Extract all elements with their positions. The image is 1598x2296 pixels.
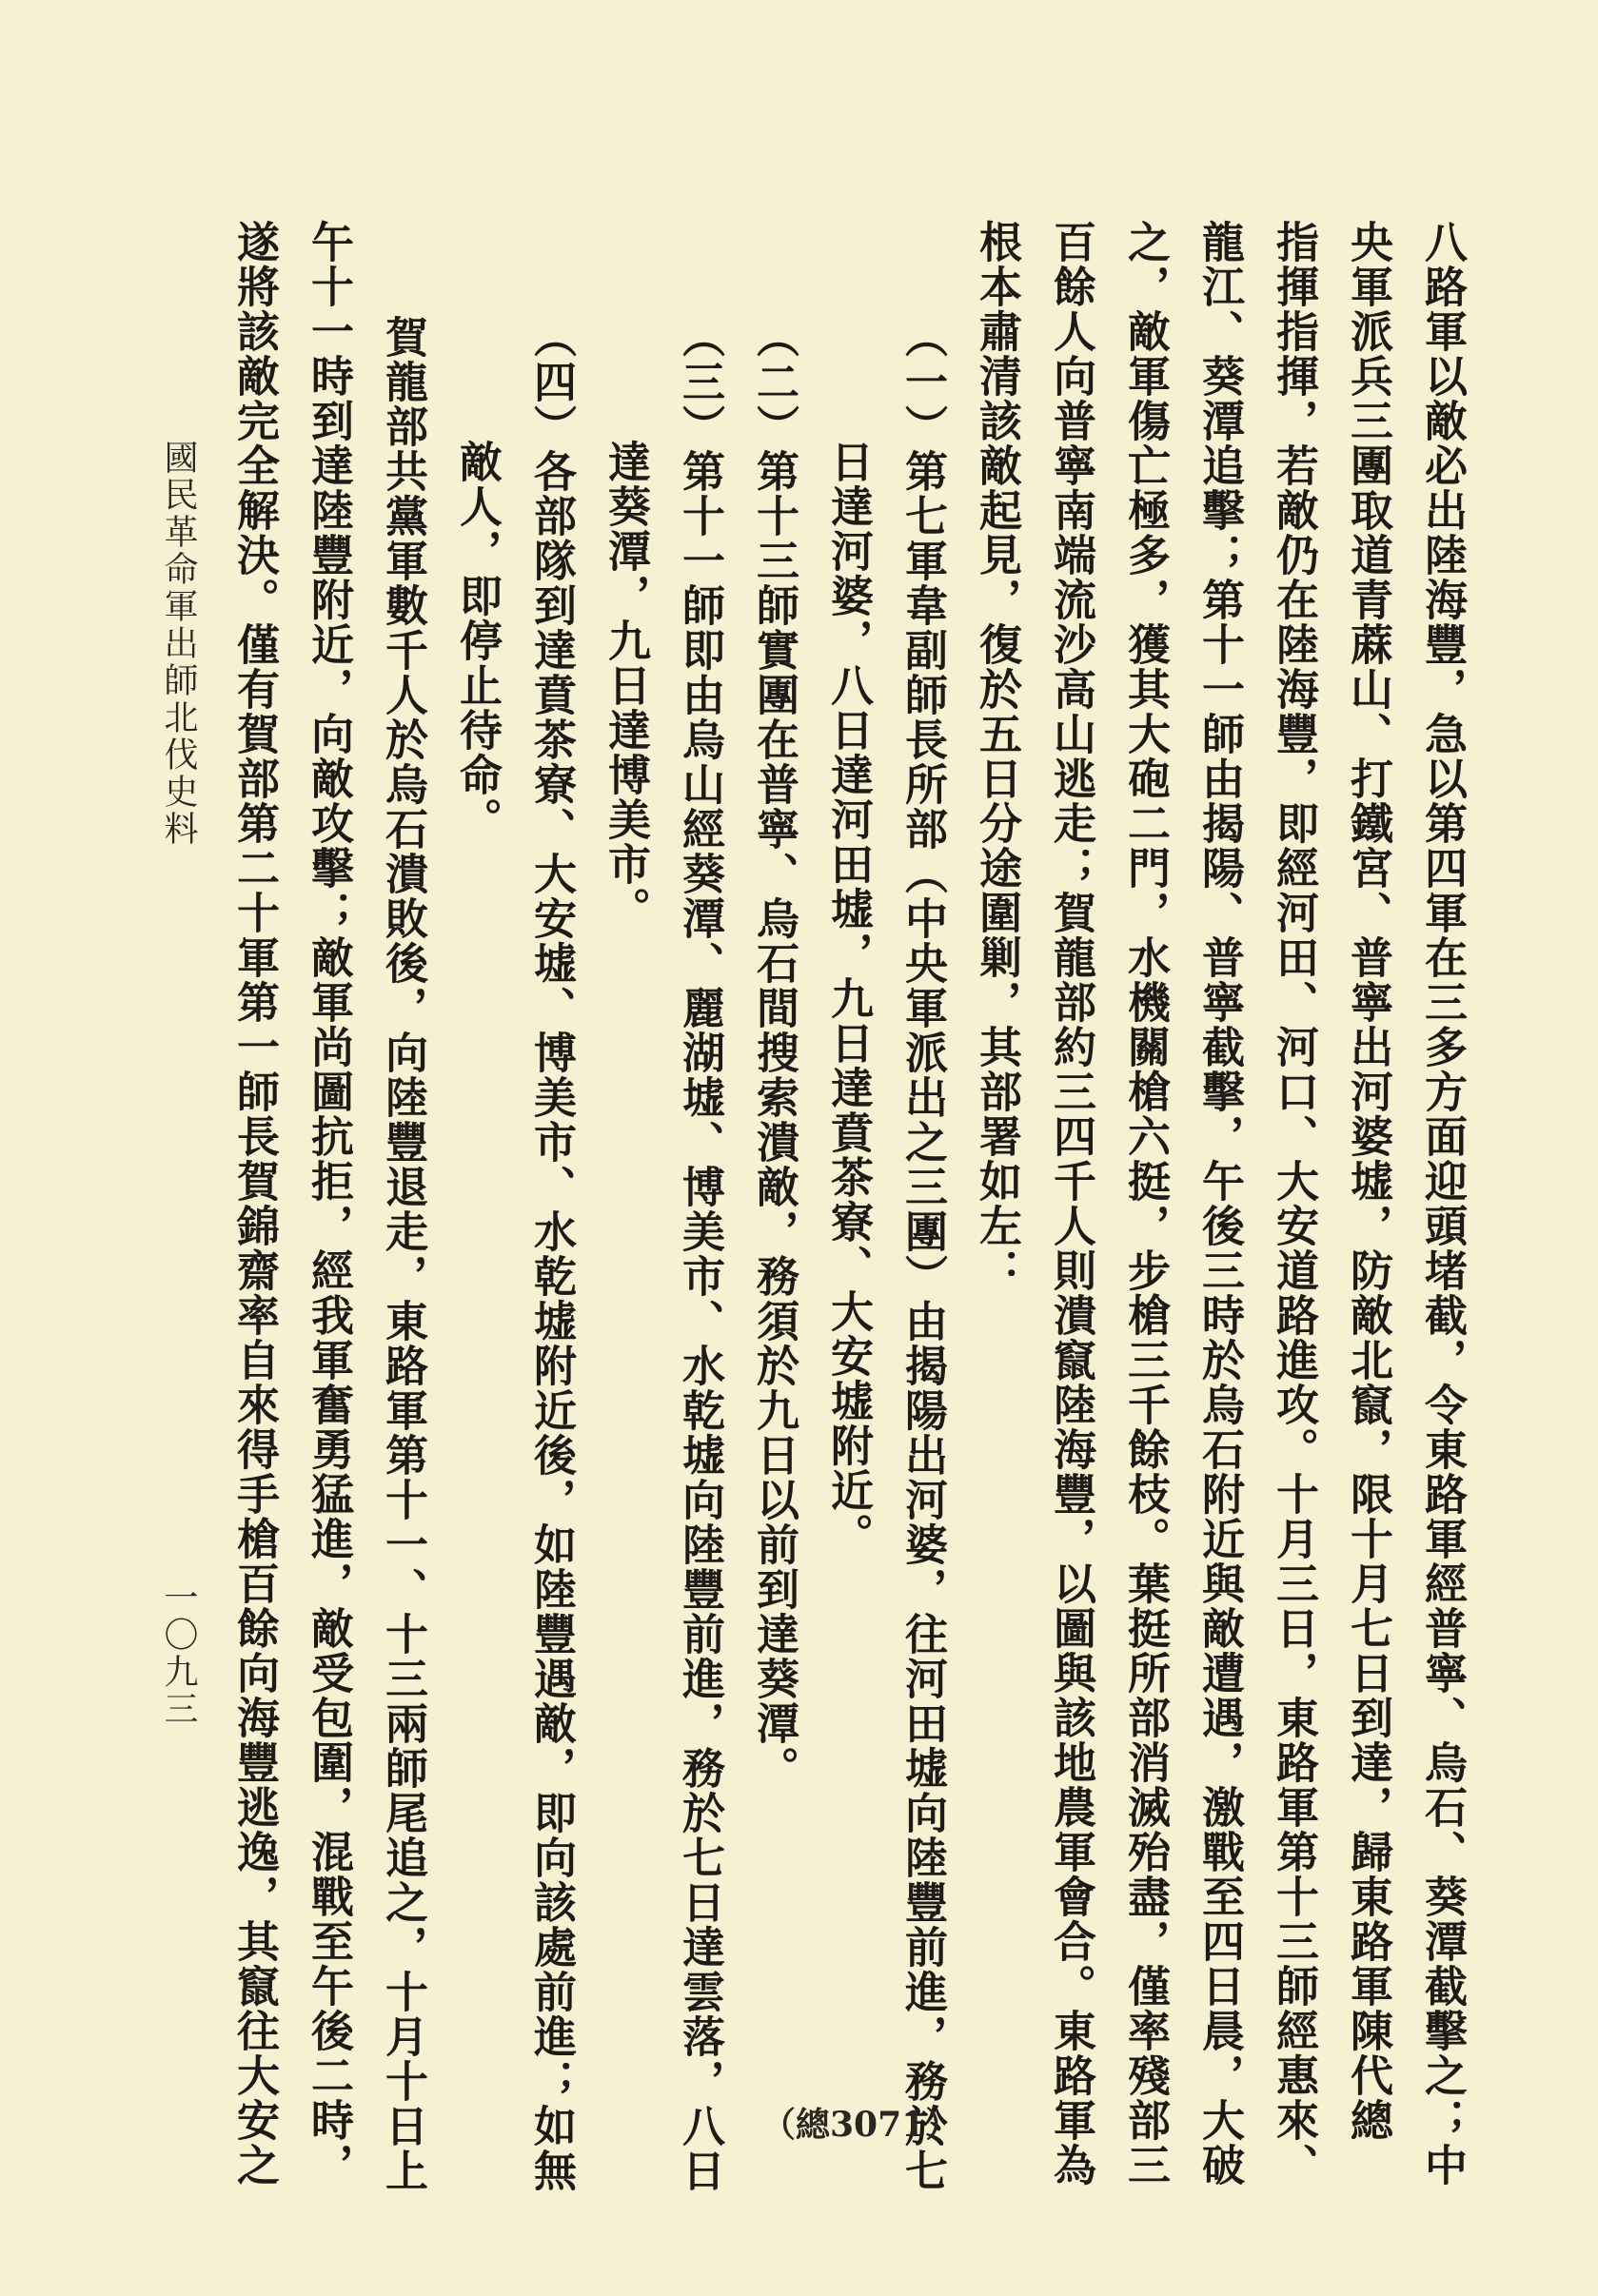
list-item-1: （一）第七軍韋副師長所部（中央軍派出之三團）由揭陽出河婆，往河田墟向陸豐前進，務於七	[898, 315, 948, 2193]
text-column: 八路軍以敵必出陸海豐，急以第四軍在三多方面迎頭堵截，令東路軍經普寧、烏石、葵潭截擊之；中	[1417, 220, 1468, 2188]
text-column: 百餘人向普寧南端流沙高山逃走；賀龍部約三四千人則潰竄陸海豐，以圖與該地農軍會合。東路軍為	[1046, 220, 1096, 2188]
total-page-number: （總3071）	[761, 2105, 960, 2145]
list-item-4: （四）各部隊到達賁茶寮、大安墟、博美市、水乾墟附近後，如陸豐遇敵，即向該處前進；如無	[526, 315, 577, 2193]
list-item-4-continued: 敵人，即停止待命。	[452, 440, 503, 842]
text-column: 龍江、葵潭追擊；第十一師由揭陽、普寧截擊，午後三時於烏石附近與敵遭遇，激戰至四日晨，大破	[1194, 220, 1245, 2188]
book-title: 國民革命軍出師北伐史料	[159, 440, 198, 848]
text-column: 賀龍部共黨軍數千人於烏石潰敗後，向陸豐退走，東路軍第十一、十三兩師尾追之，十月十日上	[378, 315, 428, 2193]
page-number: 一〇九三	[159, 1580, 198, 1728]
text-column: 之，敵軍傷亡極多，獲其大砲二門，水機關槍六挺，步槍三千餘枝。葉挺所部消滅殆盡，僅率殘部三	[1120, 220, 1171, 2188]
list-item-1-continued: 日達河婆，八日達河田墟，九日達賁茶寮、大安墟附近。	[823, 440, 874, 1558]
list-item-2: （二）第十三師實團在普寧、烏石間搜索潰敵，務須於九日以前到達葵潭。	[749, 315, 799, 1791]
text-column: 央軍派兵三團取道青蔴山、打鐵宮、普寧出河婆墟，防敵北竄，限十月七日到達，歸東路軍陳代總	[1343, 220, 1393, 2143]
text-column: 根本肅清該敵起見，復於五日分途圍剿，其部署如左：	[972, 220, 1022, 1293]
text-column: 指揮指揮，若敵仍在陸海豐，即經河田、河口、大安道路進攻。十月三日，東路軍第十三師經惠來、	[1269, 220, 1319, 2188]
text-column: 午十一時到達陸豐附近，向敵攻擊；敵軍尚圖抗拒，經我軍奮勇猛進，敵受包圍，混戰至午後二時，	[304, 220, 354, 2188]
text-column: 遂將該敵完全解決。僅有賀部第二十軍第一師長賀錦齋率自來得手槍百餘向海豐逃逸，其竄往大安之	[229, 220, 280, 2188]
list-item-3: （三）第十一師即由烏山經葵潭、麗湖墟、博美市、水乾墟向陸豐前進，務於七日達雲落，八日	[675, 315, 725, 2193]
list-item-3-continued: 達葵潭，九日達博美市。	[601, 440, 651, 932]
